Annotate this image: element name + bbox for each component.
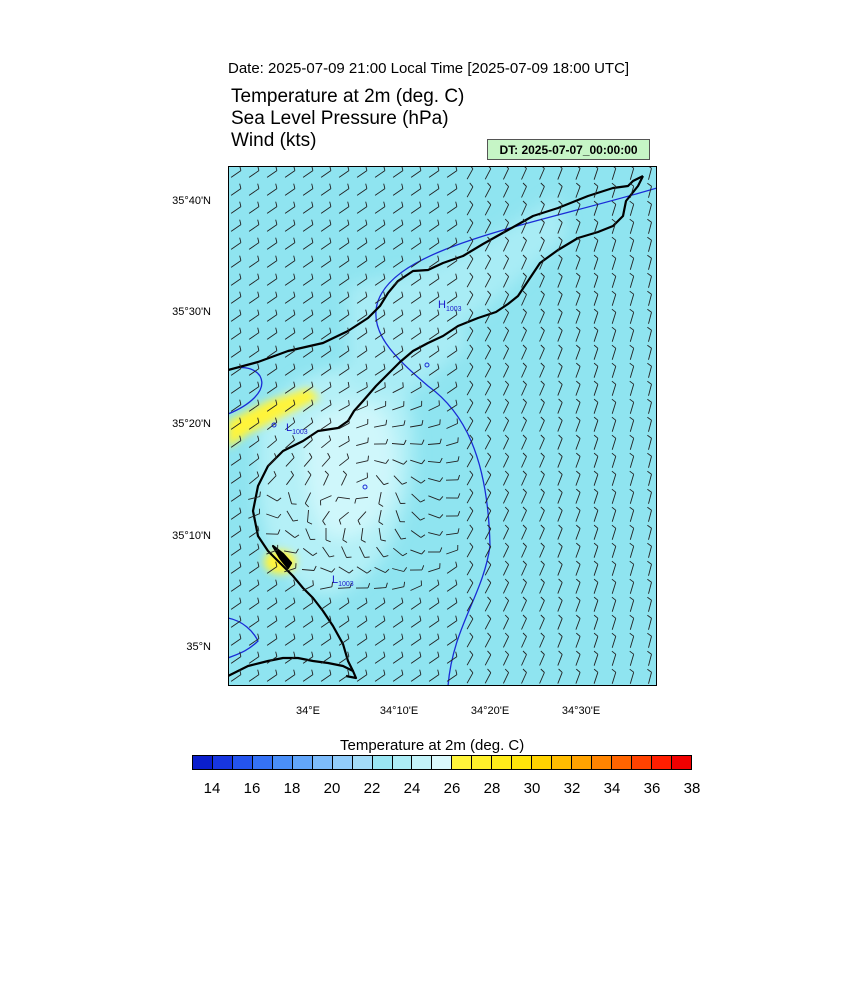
colorbar-cell [452,756,472,769]
lon-label-3410: 34°10'E [379,705,419,717]
colorbar-cell [472,756,492,769]
colorbar-cell [552,756,572,769]
title-temperature: Temperature at 2m (deg. C) [231,86,465,107]
map-panel [228,166,657,686]
colorbar-cell [373,756,393,769]
wind-barb-flag [368,456,369,461]
colorbar-label: 38 [683,780,701,797]
colorbar-cell [313,756,333,769]
colorbar-cell [432,756,452,769]
colorbar-cell [412,756,432,769]
colorbar-cell [333,756,353,769]
colorbar [192,755,692,770]
colorbar-label: 18 [283,780,301,797]
lat-label-3540: 35°40'N [172,195,211,207]
colorbar-label: 16 [243,780,261,797]
lat-label-3510: 35°10'N [172,530,211,542]
lat-label-3530: 35°30'N [172,306,211,318]
colorbar-title: Temperature at 2m (deg. C) [340,737,525,754]
colorbar-cell [652,756,672,769]
lon-label-3430: 34°30'E [561,705,601,717]
wind-barb-shaft [410,444,422,445]
map-svg [228,166,657,686]
colorbar-label: 22 [363,780,381,797]
colorbar-cell [353,756,373,769]
pressure-label-high: $H_{1003}$ [438,299,462,313]
colorbar-cell [572,756,592,769]
wind-barb-flag [385,382,386,387]
pressure-label-low-north: $L_{1003}$ [286,422,308,436]
colorbar-cell [393,756,413,769]
colorbar-cell [512,756,532,769]
colorbar-label: 32 [563,780,581,797]
colorbar-label: 14 [203,780,221,797]
colorbar-label: 34 [603,780,621,797]
colorbar-cell [612,756,632,769]
colorbar-label: 28 [483,780,501,797]
dt-badge: DT: 2025-07-07_00:00:00 [487,139,650,160]
colorbar-label: 26 [443,780,461,797]
colorbar-cell [253,756,273,769]
wind-barb-flag [313,580,314,585]
lat-label-3520: 35°20'N [172,418,211,430]
title-wind: Wind (kts) [231,130,317,151]
colorbar-label: 30 [523,780,541,797]
title-pressure: Sea Level Pressure (hPa) [231,108,449,129]
colorbar-cell [213,756,233,769]
colorbar-cell [632,756,652,769]
colorbar-cell [492,756,512,769]
colorbar-cell [293,756,313,769]
date-line: Date: 2025-07-09 21:00 Local Time [2025-07-09 18:00 UTC] [228,60,630,77]
colorbar-cell [273,756,293,769]
wind-barb-flag [368,438,369,443]
lat-label-35: 35°N [186,641,211,653]
wind-barb-flag [260,492,261,497]
lon-label-34: 34°E [296,705,320,717]
lon-label-3420: 34°20'E [470,705,510,717]
wind-barb-flag [403,382,404,387]
wind-barb-flag [349,418,350,423]
colorbar-cell [193,756,213,769]
colorbar-cell [532,756,552,769]
colorbar-cell [592,756,612,769]
colorbar-label: 24 [403,780,421,797]
pressure-label-low-south: $L_{1003}$ [332,574,354,588]
colorbar-cell [672,756,691,769]
colorbar-label: 36 [643,780,661,797]
colorbar-cell [233,756,253,769]
colorbar-label: 20 [323,780,341,797]
